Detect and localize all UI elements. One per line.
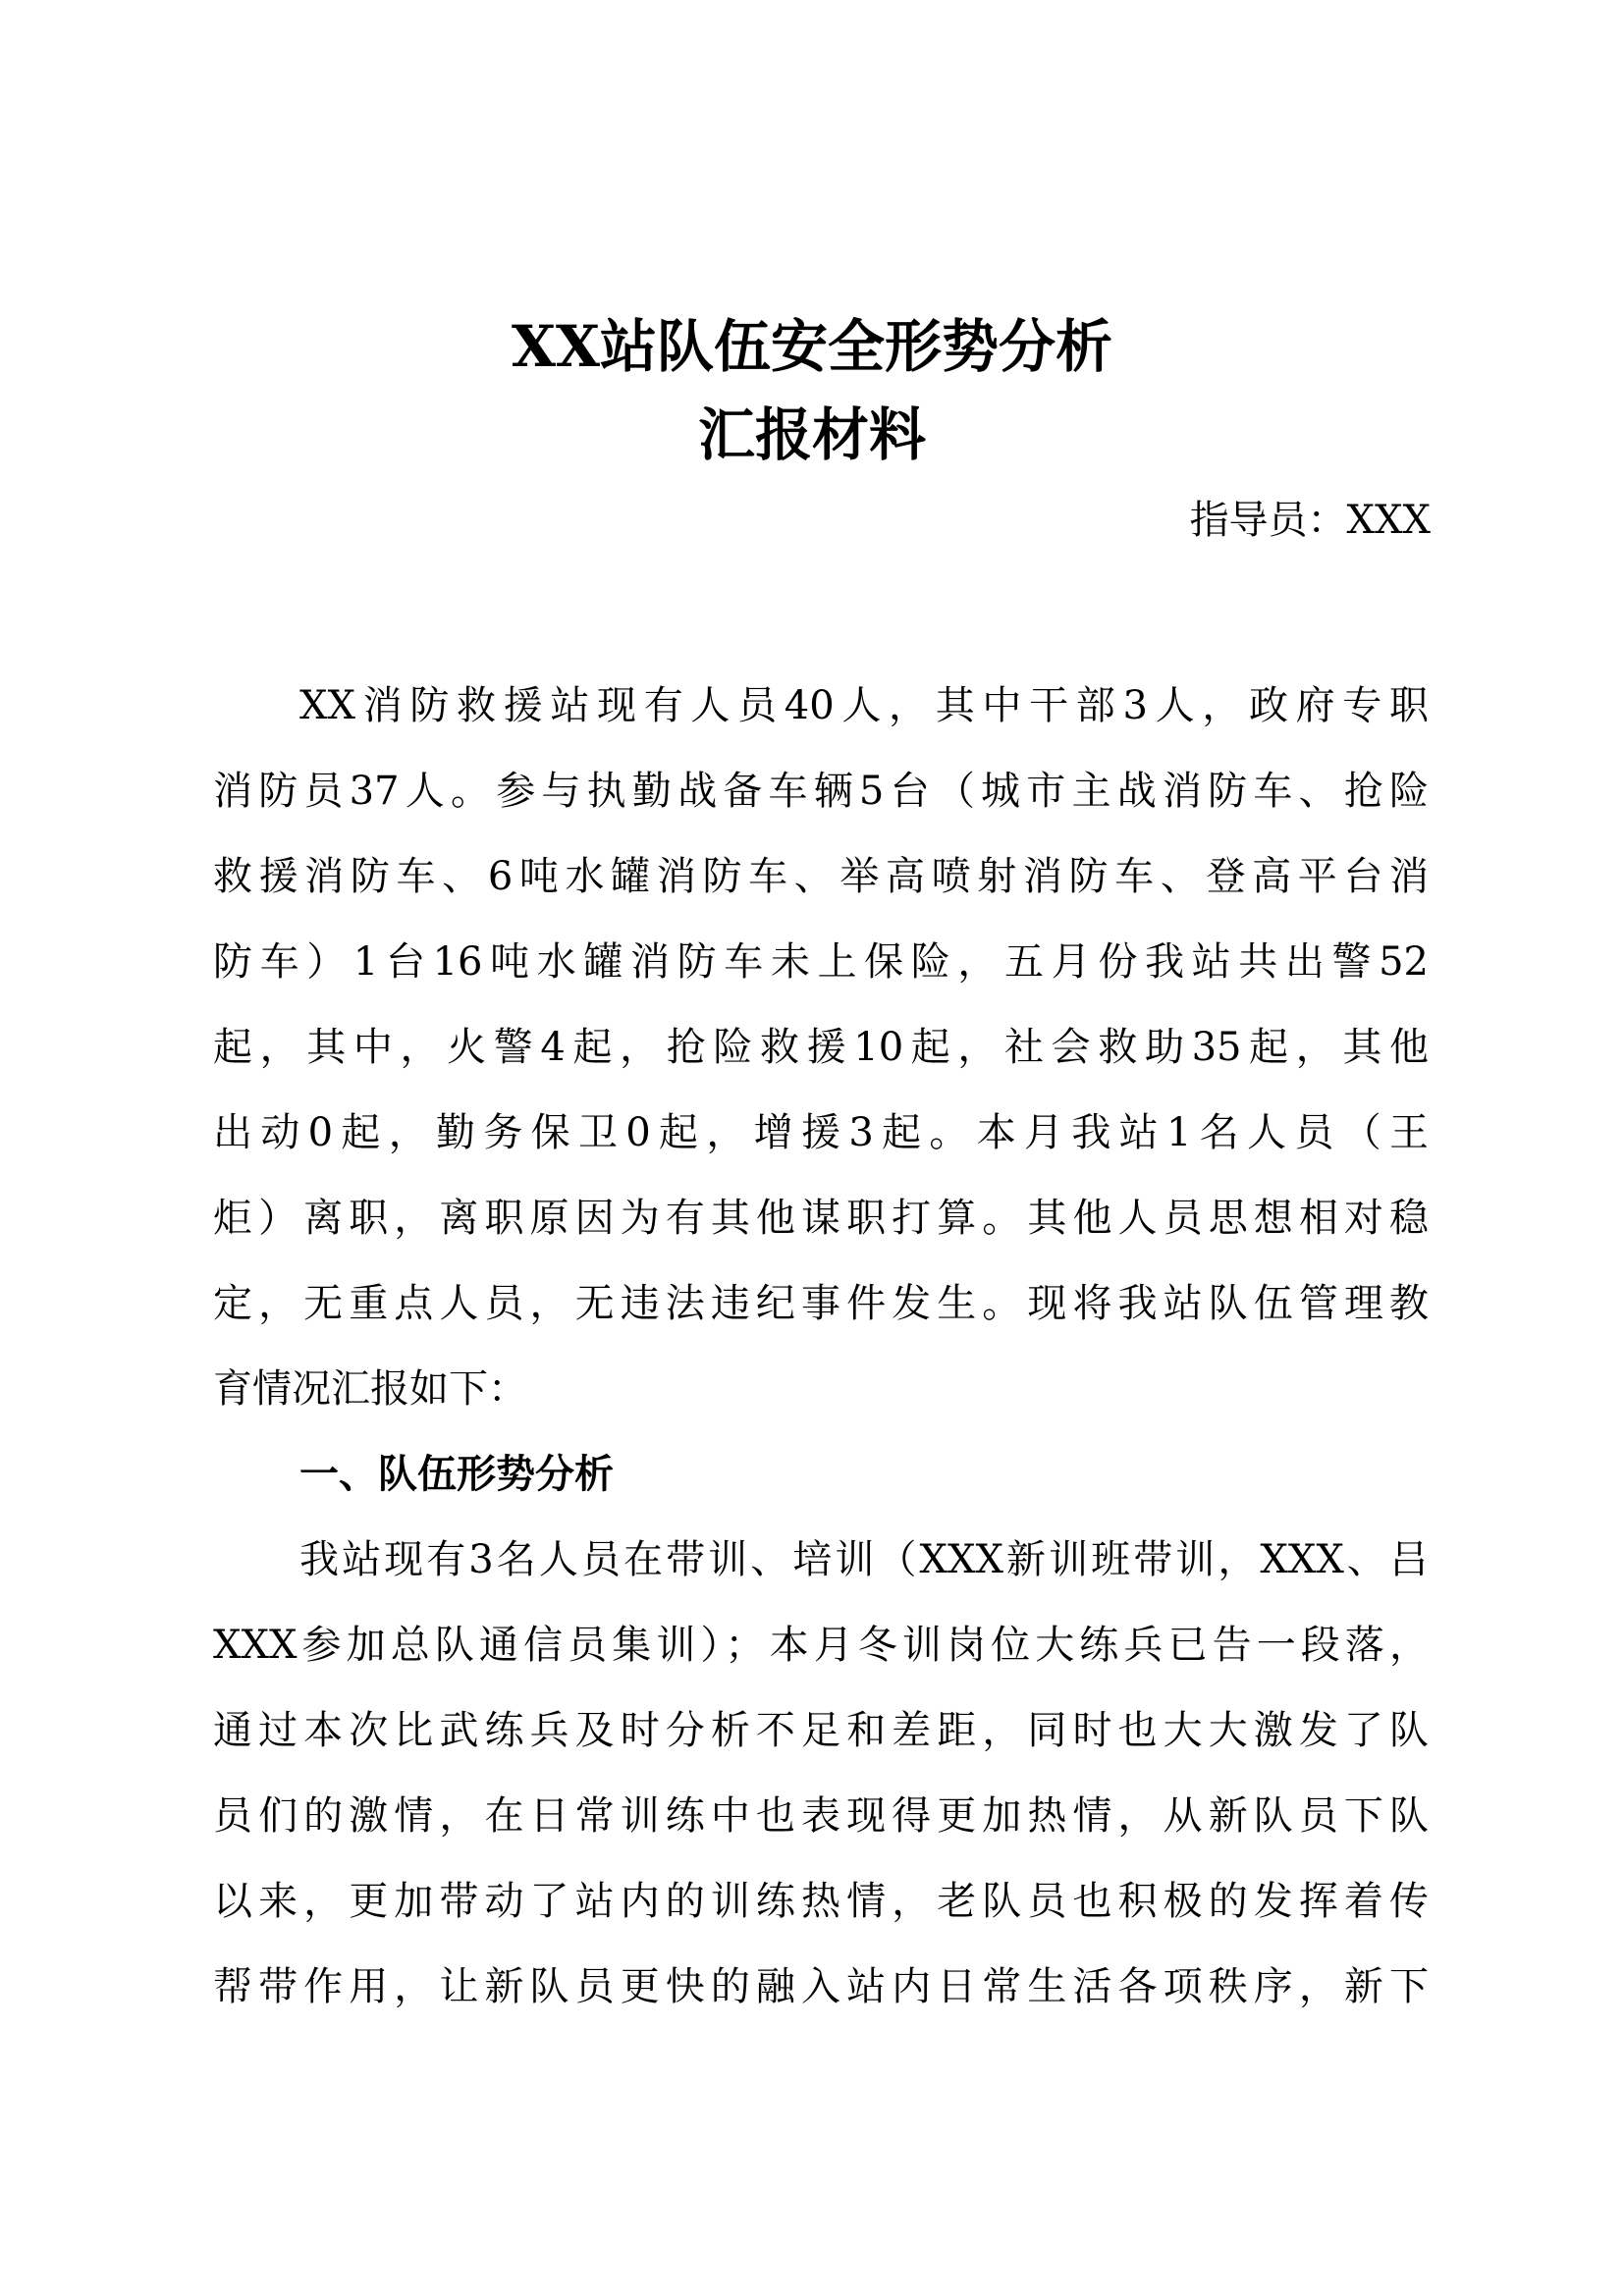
document-body: [213, 664, 1429, 2030]
document-title: XX站队伍安全形势分析: [511, 313, 1112, 380]
author-signature: 指导员：XXX: [1189, 498, 1431, 543]
paragraph-1-line: 定，无重点人员，无违法违纪事件发生。现将我站队伍管理教: [213, 1281, 1429, 1326]
paragraph-2-line: XXX参加总队通信员集训）；本月冬训岗位大练兵已告一段落，: [213, 1623, 1429, 1668]
paragraph-2-line: 通过本次比武练兵及时分析不足和差距，同时也大大激发了队: [213, 1708, 1429, 1753]
paragraph-1-line: 消防员37人。参与执勤战备车辆5台（城市主战消防车、抢险: [213, 769, 1429, 814]
paragraph-2-line: 员们的激情，在日常训练中也表现得更加热情，从新队员下队: [213, 1793, 1429, 1839]
paragraph-1-line: 防车）1台16吨水罐消防车未上保险，五月份我站共出警52: [213, 939, 1429, 985]
paragraph-1-line: 育情况汇报如下：: [213, 1366, 527, 1412]
document-subtitle: 汇报材料: [697, 401, 926, 468]
paragraph-1-line: 出动0起，勤务保卫0起，增援3起。本月我站1名人员（王: [213, 1110, 1429, 1155]
paragraph-2-line: 帮带作用，让新队员更快的融入站内日常生活各项秩序，新下: [213, 1964, 1429, 2009]
paragraph-1-line: XX消防救援站现有人员40人，其中干部3人，政府专职: [299, 683, 1429, 728]
paragraph-1-line: 起，其中，火警4起，抢险救援10起，社会救助35起，其他: [213, 1025, 1429, 1070]
paragraph-2-line: 我站现有3名人员在带训、培训（XXX新训班带训，XXX、吕: [299, 1537, 1429, 1582]
section-heading: 一、队伍形势分析: [299, 1452, 614, 1497]
paragraph-1-line: 炬）离职，离职原因为有其他谋职打算。其他人员思想相对稳: [213, 1196, 1429, 1241]
paragraph-1-line: 救援消防车、6吨水罐消防车、举高喷射消防车、登高平台消: [213, 854, 1429, 899]
paragraph-2-line: 以来，更加带动了站内的训练热情，老队员也积极的发挥着传: [213, 1879, 1429, 1924]
